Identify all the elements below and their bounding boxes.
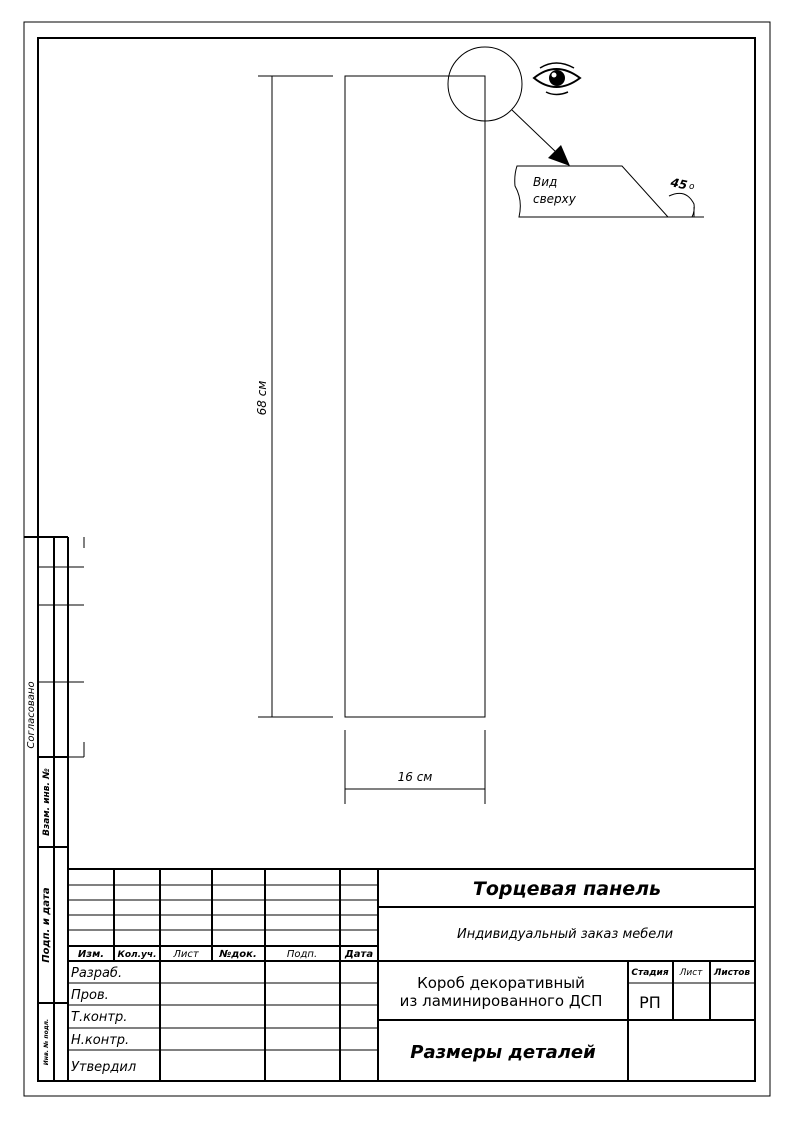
- view-label-line1: Вид: [533, 175, 558, 189]
- role-label: Пров.: [71, 988, 109, 1003]
- angle-unit: о: [689, 182, 695, 192]
- sheets-header: Листов: [713, 968, 751, 978]
- product-name-line1: Короб декоративный: [417, 974, 585, 992]
- product-name-line2: из ламинированного ДСП: [399, 992, 603, 1010]
- height-dimension-label: 68 см: [255, 380, 269, 416]
- part-title: Торцевая панель: [472, 878, 662, 900]
- inv-orig-label: Инв. № подл.: [43, 1018, 50, 1066]
- inv-swap-label: Взам. инв. №: [42, 768, 52, 836]
- width-dimension: [345, 730, 485, 804]
- revision-headers: [78, 949, 373, 960]
- role-label: Разраб.: [71, 966, 123, 981]
- rev-header: Дата: [344, 949, 374, 960]
- view-label-line2: сверху: [533, 192, 576, 206]
- rev-header: №док.: [219, 949, 257, 960]
- project-name: Индивидуальный заказ мебели: [456, 927, 674, 942]
- agreed-label: Согласовано: [26, 681, 37, 749]
- roles-column: [71, 966, 136, 1075]
- stage-value: РП: [639, 993, 661, 1012]
- rev-header: Подп.: [286, 949, 318, 960]
- sheet-name: Размеры деталей: [410, 1042, 596, 1063]
- height-dimension: [255, 76, 333, 717]
- eye-icon: [534, 63, 580, 95]
- rev-header: Изм.: [77, 949, 105, 960]
- sheet-header: Лист: [679, 968, 703, 978]
- role-label: Н.контр.: [71, 1033, 130, 1048]
- width-dimension-label: 16 см: [397, 770, 433, 784]
- angle-mark: [668, 175, 704, 217]
- part-drawing: [255, 47, 704, 804]
- panel-outline: [345, 76, 485, 717]
- role-label: Т.контр.: [71, 1010, 128, 1025]
- rev-header: Лист: [173, 949, 199, 960]
- stage-header: Стадия: [631, 968, 669, 978]
- sign-date-label: Подп. и дата: [41, 887, 52, 963]
- rev-header: Кол.уч.: [117, 950, 157, 960]
- leader-line: [512, 110, 558, 154]
- angle-label: 45: [669, 175, 689, 193]
- role-label: Утвердил: [71, 1060, 137, 1075]
